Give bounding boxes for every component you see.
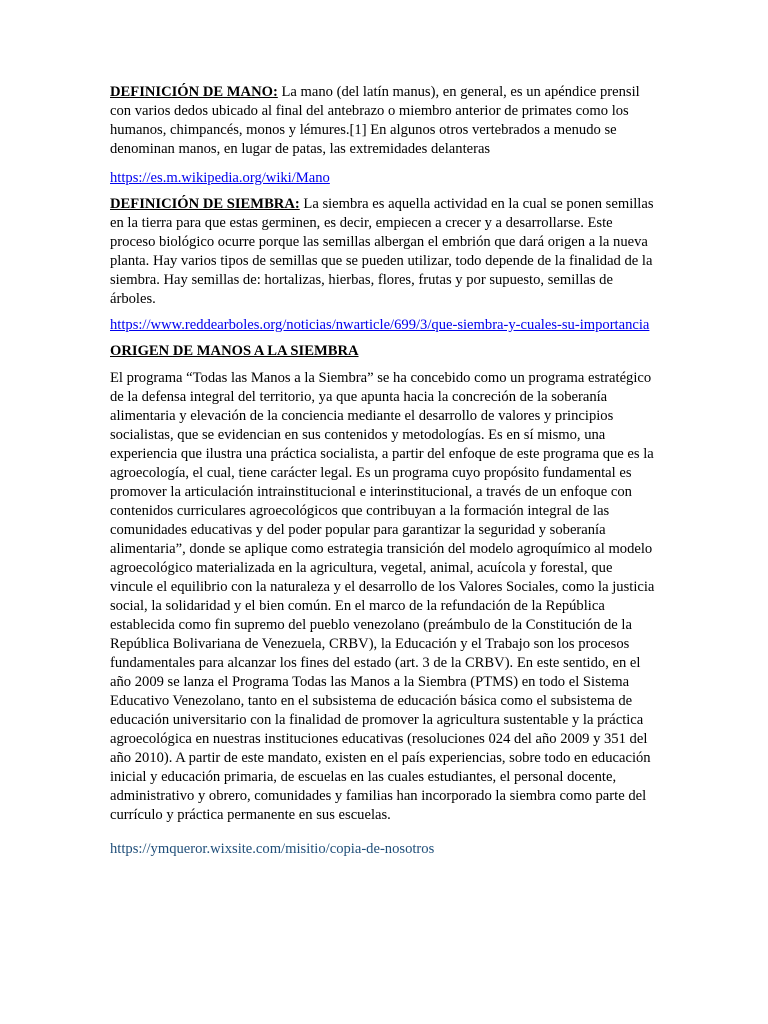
link-reddearboles[interactable]: https://www.reddearboles.org/noticias/nwarticle/699/3/que-siembra-y-cuales-su-importancia [110, 317, 650, 333]
text-definicion-siembra: La siembra es aquella actividad en la cual se ponen semillas en la tierra para que estas germinen, es decir, empiecen a crecer y a desarrollarse. Este proceso biológico ocurre porque las semillas albergan el embrión que dará origen a la nueva planta. Hay varios tipos de semillas que se pueden utilizar, todo depende de la finalidad de la siembra. Hay semillas de: hortalizas, hierbas, flores, frutas y por supuesto, semillas de árboles. [110, 196, 654, 307]
paragraph-origen-body: El programa “Todas las Manos a la Siembra” se ha concebido como un programa estratégico de la defensa integral del territorio, ya que apunta hacia la concreción de la soberanía alimentaria y elevación de la conciencia mediante el desarrollo de valores y principios socialistas, que se evidencian en sus contenidos y metodologías. Es en sí mismo, una experiencia que ilustra una práctica socialista, a partir del enfoque de este programa que es la agroecología, el cual, tiene carácter legal. Es un programa cuyo propósito fundamental es promover la articulación intrainstitucional e interinstitucional, a través de un enfoque con contenidos curriculares agroecológicos que contribuyan a la formación integral de las comunidades educativas y del poder popular para garantizar la seguridad y soberanía alimentaria”, donde se aplique como estrategia transición del modelo agroquímico al modelo agroecológico materializada en la agricultura, vegetal, animal, acuícola y forestal, que vincule el equilibrio con la naturaleza y el desarrollo de los Valores Sociales, como la justicia social, la solidaridad y el bien común. En el marco de la refundación de la República establecida como fin supremo del pueblo venezolano (preámbulo de la Constitución de la República Bolivariana de Venezuela, CRBV), la Educación y el Trabajo son los procesos fundamentales para alcanzar los fines del estado (art. 3 de la CRBV). En este sentido, en el año 2009 se lanza el Programa Todas las Manos a la Siembra (PTMS) en todo el Sistema Educativo Venezolano, tanto en el subsistema de educación básica como el subsistema de educación universitario con la finalidad de promover la agricultura sustentable y la práctica agroecológica en nuestras instituciones educativas (resoluciones 024 del año 2009 y 351 del año 2010). A partir de este mandato, existen en el país experiencias, sobre todo en educación inicial y educación primaria, de escuelas en las cuales estudiantes, el personal docente, administrativo y obrero, comunidades y familias han incorporado la siembra como parte del currículo y práctica permanente en sus escuelas. [110, 370, 655, 823]
heading-origen: ORIGEN DE MANOS A LA SIEMBRA [110, 343, 359, 359]
heading-definicion-mano: DEFINICIÓN DE MANO: [110, 84, 278, 100]
link-wikipedia-mano[interactable]: https://es.m.wikipedia.org/wiki/Mano [110, 170, 330, 186]
document-page [110, 83, 658, 859]
link-wixsite[interactable]: https://ymqueror.wixsite.com/misitio/copia-de-nosotros [110, 841, 435, 857]
paragraph-link-mano [110, 169, 658, 188]
paragraph-link-origen [110, 840, 658, 859]
paragraph-heading-origen [110, 342, 658, 361]
paragraph-definicion-siembra [110, 195, 658, 309]
paragraph-definicion-mano [110, 83, 658, 159]
heading-definicion-siembra: DEFINICIÓN DE SIEMBRA: [110, 196, 300, 212]
paragraph-link-siembra [110, 316, 658, 335]
text-definicion-mano: La mano (del latín manus), en general, es un apéndice prensil con varios dedos ubicado al final del antebrazo o miembro anterior de primates como los humanos, chimpancés, monos y lémures.[1] En algunos otros vertebrados a menudo se denominan manos, en lugar de patas, las extremidades delanteras [110, 84, 640, 157]
